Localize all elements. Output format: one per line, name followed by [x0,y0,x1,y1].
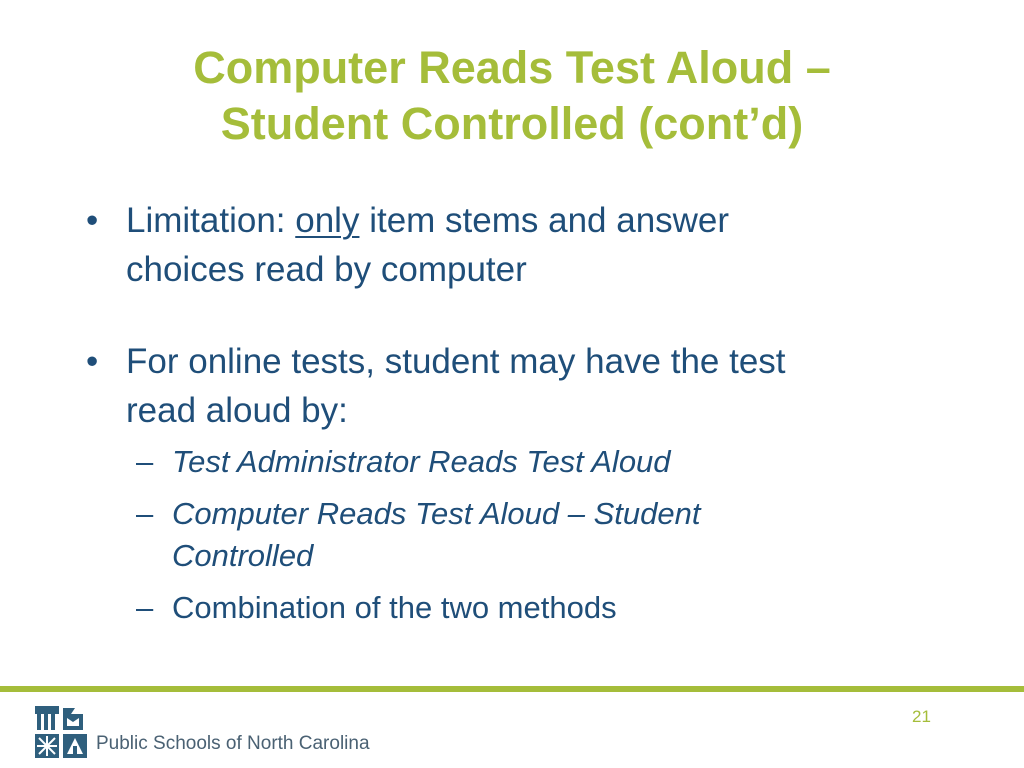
dash-icon: – [136,444,154,479]
bullet-line: For online tests, student may have the test [126,342,786,381]
footer-divider [0,686,1024,692]
sub-item-text: Computer Reads Test Aloud – Student [172,496,701,531]
sub-item-text: Test Administrator Reads Test Aloud [172,444,671,479]
bullet-item-online-tests [86,337,986,629]
nc-schools-logo-icon [33,704,89,760]
bullet-text: item stems and answer [359,201,730,240]
page-number: 21 [912,707,931,726]
bullet-text: Limitation: [126,201,296,240]
slide-title-line-2: Student Controlled (cont’d) [220,98,804,149]
dash-icon: – [136,590,154,625]
sub-item-computer-reads [126,493,986,577]
sub-item-combination [126,587,986,629]
dash-icon: – [136,496,154,531]
bullet-list [86,196,986,629]
underlined-emphasis: only [295,201,360,240]
bullet-line: choices read by computer [126,250,527,289]
sub-item-text: Combination of the two methods [172,590,617,625]
bullet-line [126,196,986,245]
bullet-line: read aloud by: [126,391,348,430]
organization-name: Public Schools of North Carolina [96,733,370,754]
sub-item-test-administrator [126,441,986,483]
sub-item-text: Controlled [172,538,314,573]
bullet-item-limitation [86,196,986,294]
slide-title-line-1: Computer Reads Test Aloud – [193,42,831,93]
bullet-dot-icon: • [86,201,99,240]
slide-title [0,40,1024,152]
bullet-dot-icon: • [86,342,99,381]
